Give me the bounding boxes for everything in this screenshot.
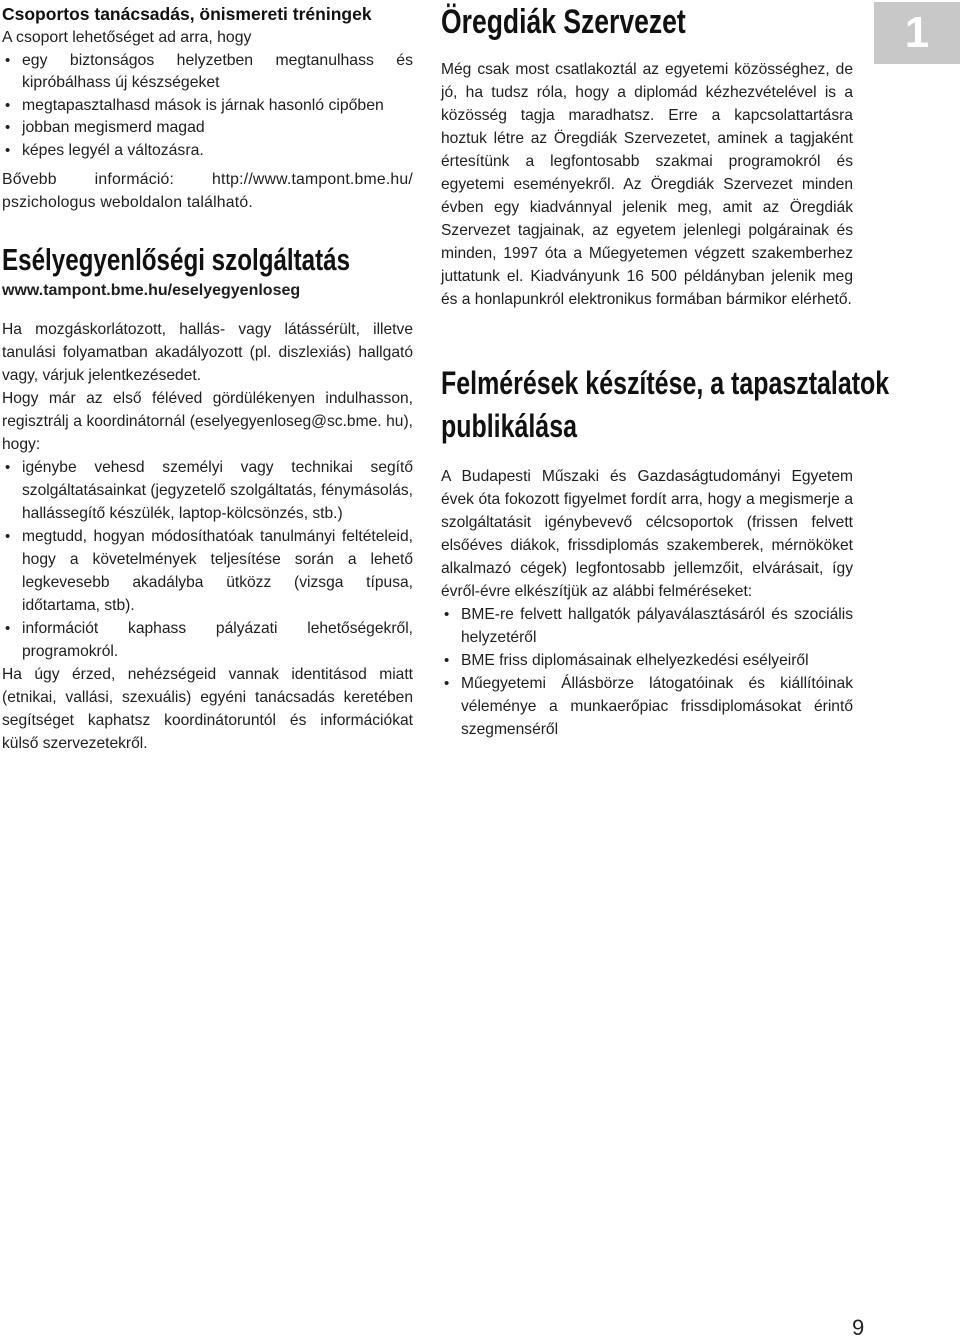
list-item: • megtudd, hogyan módosíthatóak tanulmányi feltételeid, hogy a követelmények teljesítése során a lehető legkevesebb akadályba ütközz (vizsga típusa, időtartama, stb). (2, 525, 413, 617)
chapter-number-badge: 1 (874, 2, 960, 64)
group-counseling-heading: Csoportos tanácsadás, önismereti tréningek (2, 4, 372, 24)
surveys-title-line1: Felmérések készítése, a tapasztalatok (441, 365, 890, 401)
equal-opportunity-title: Esélyegyenlőségi szolgáltatás (2, 242, 351, 277)
equal-opportunity-para1: Ha mozgáskorlátozott, hallás- vagy látássérült, illetve tanulási folyamatban akadályozott (pl. diszlexiás) hallgató vagy, várjuk jelentkezésedet. (2, 321, 413, 384)
surveys-title-line2: publikálása (441, 408, 577, 444)
equal-opportunity-para2: Hogy már az első féléved gördülékenyen indulhasson, regisztrálj a koordinátornál (eselyegyenloseg@sc.bme. hu), hogy: (2, 390, 413, 453)
list-item: • BME friss diplomásainak elhelyezkedési esélyeiről (441, 649, 853, 672)
equal-opportunity-list (2, 456, 413, 663)
group-counseling-section (2, 27, 413, 214)
list-item: • BME-re felvett hallgatók pályaválasztásáról és szociális helyzetéről (441, 603, 853, 649)
alumni-paragraph: Még csak most csatlakoztál az egyetemi közösséghez, de jó, ha tudsz róla, hogy a diplomád kézhezvételével is a közösség tagja maradhatsz. Erre a kapcsolattartásra hoztuk létre az Öregdiák Szervezetet, aminek a tagjaként értesítünk a legfontosabb szakmai programokról és egyetemi eseményekről. Az Öregdiák Szervezet minden évben egy kiadvánnyal jelenik meg, amit az Öregdiák Szervezet tagjainak, az egyetem jelenlegi polgárainak és minden, 1997 óta a Műegyetemen végzett szakemberhez juttatunk el. Kiadványunk 16 500 példányban jelenik meg és a honlapunkról elektronikus formában bármikor elérhető. (441, 61, 853, 308)
equal-opportunity-url: www.tampont.bme.hu/eselyegyenloseg (2, 282, 301, 299)
alumni-section (441, 0, 853, 311)
group-intro: A csoport lehetőséget ad arra, hogy (2, 29, 252, 46)
list-item: • megtapasztalhasd mások is járnak hasonló cipőben (2, 95, 413, 118)
surveys-paragraph: A Budapesti Műszaki és Gazdaságtudományi Egyetem évek óta fokozott figyelmet fordít arra, hogy a megismerje a szolgáltatásit igénybevevő célcsoportok (frissen felvett elsőéves diákok, frissdiplomás szakemberek, mérnököket alkalmazó cégek) legfontosabb jellemzőit, elvárásait, így évről-évre elkészítjük az alábbi felméréseket: (441, 468, 853, 600)
equal-opportunity-para3: Ha úgy érzed, nehézségeid vannak identitásod miatt (etnikai, vallási, szexuális) egyéni tanácsadás keretében segítséget kaphatsz koordinátoruntól és információkat külső szervezetekről. (2, 666, 413, 752)
equal-opportunity-section (2, 242, 413, 755)
surveys-section (441, 362, 890, 741)
page-number: 9 (852, 1315, 865, 1340)
list-item: • jobban megismerd magad (2, 117, 413, 140)
list-item: • képes legyél a változásra. (2, 140, 413, 163)
list-item: • egy biztonságos helyzetben megtanulhass és kipróbálhass új készségeket (2, 50, 413, 95)
alumni-title: Öregdiák Szervezet (441, 3, 686, 41)
list-item: • Műegyetemi Állásbörze látogatóinak és kiállítóinak véleménye a munkaerőpiac frissdiplomásokat érintő szegmenséről (441, 672, 853, 741)
list-item: • információt kaphass pályázati lehetőségekről, programokról. (2, 617, 413, 663)
list-item: • igénybe vehesd személyi vagy technikai segítő szolgáltatásainkat (jegyzetelő szolgáltatás, fénymásolás, hallássegítő készülék, laptop-kölcsönzés, stb.) (2, 456, 413, 525)
surveys-list (441, 603, 853, 741)
group-benefits-list (2, 50, 413, 163)
more-info-text: Bővebb információ: http://www.tampont.bme.hu/ pszichologus weboldalon található. (2, 171, 413, 211)
